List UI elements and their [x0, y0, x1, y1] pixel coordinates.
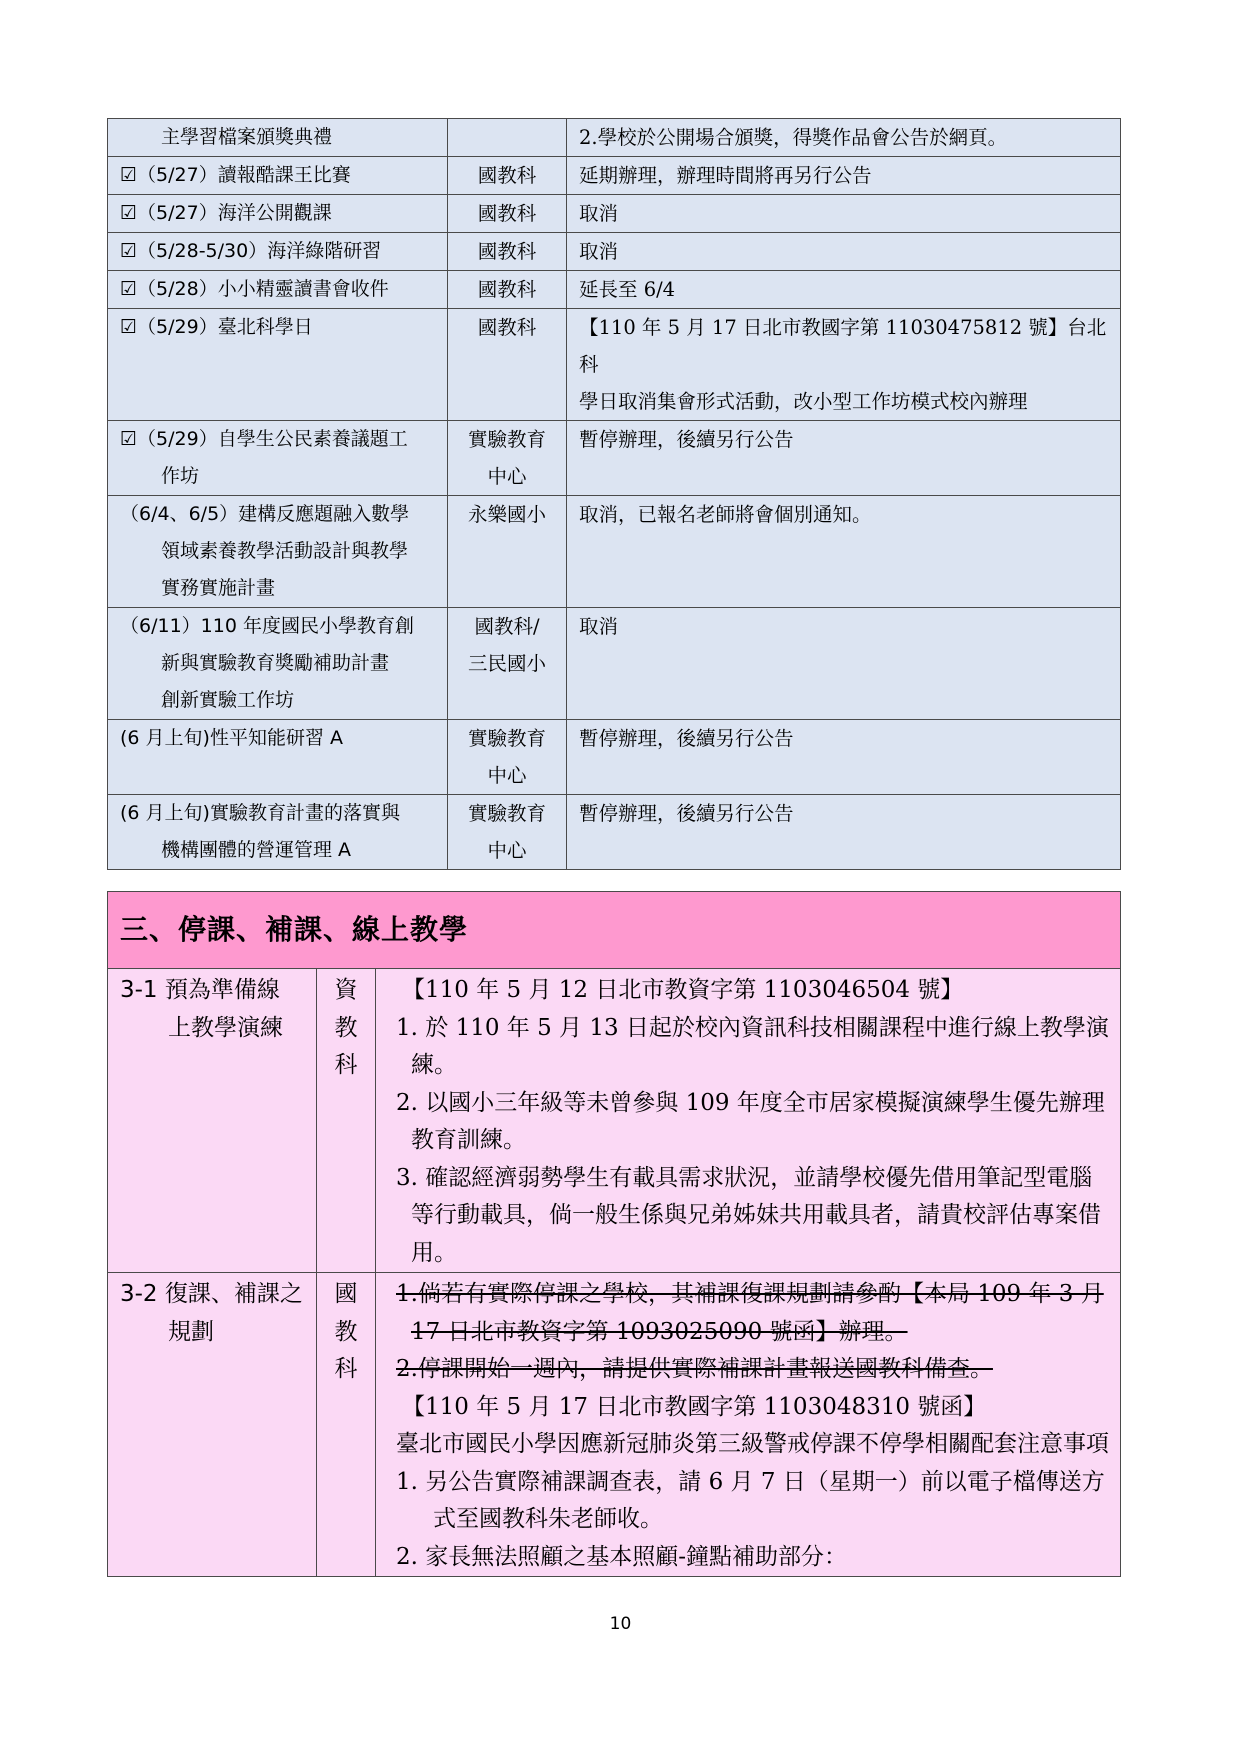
status-cell [567, 795, 1121, 870]
event-cell-line: ☑（5/29）臺北科學日 [120, 316, 313, 338]
event-cell-line: ☑（5/28）小小精靈讀書會收件 [120, 278, 389, 300]
dept-char: 教 [334, 1014, 358, 1041]
table-row [108, 233, 1121, 271]
table-row [108, 496, 1121, 608]
status-cell [567, 608, 1121, 720]
status-cell [567, 421, 1121, 496]
status-cell-line: 延期辦理，辦理時間將再另行公告 [579, 164, 872, 187]
item-title-line1: 復課、補課之 [157, 1281, 303, 1307]
unit-cell-line: 國教科 [477, 316, 537, 339]
dept-char: 教 [334, 1318, 358, 1345]
status-cell [567, 195, 1121, 233]
item-title [120, 972, 308, 1010]
unit-cell-line: 國教科/ [474, 615, 540, 638]
table-row [108, 119, 1121, 157]
table-row [108, 608, 1121, 720]
item-title-line2: 規劃 [168, 1318, 214, 1345]
unit-cell-line: 國教科 [477, 202, 537, 225]
event-cell-line: (6 月上旬)性平知能研習 A [120, 727, 343, 749]
event-cell [108, 195, 448, 233]
status-cell [567, 157, 1121, 195]
document-reference: 【110 年 5 月 17 日北市教國字第 1103048310 號函】 [402, 1393, 987, 1420]
event-cell [108, 309, 448, 421]
section-title: 三、停課、補課、線上教學 [120, 913, 469, 947]
unit-cell-line [448, 119, 566, 156]
status-cell-line: 學日取消集會形式活動，改小型工作坊模式校內辦理 [579, 390, 1028, 413]
list-item: 3. 確認經濟弱勢學生有載具需求狀況，並請學校優先借用筆記型電腦等行動載具，倘一般生係與兄弟姊妹共用載具者，請貴校評估專案借用。 [396, 1164, 1101, 1266]
status-cell [567, 119, 1121, 157]
unit-cell [448, 119, 567, 157]
item-number: 3-2 [120, 1281, 158, 1307]
event-cell-line: （6/11）110 年度國民小學教育創 [120, 615, 414, 637]
struck-text: 1.倘若有實際停課之學校，其補課復課規劃請參酌【本局 109 年 3 月 17 日北市教資字第 1093025090 號函】辦理。 [396, 1281, 1104, 1345]
section-3-table [107, 891, 1121, 1577]
event-cell [108, 233, 448, 271]
event-cell-line: ☑（5/29）自學生公民素養議題工 [120, 428, 408, 450]
item-content [376, 969, 1121, 1273]
unit-cell [448, 720, 567, 795]
status-cell-line: 取消 [579, 615, 619, 638]
unit-cell-line: 中心 [487, 465, 527, 488]
status-cell-line: 2.學校於公開場合頒獎，得獎作品會公告於網頁。 [579, 126, 1008, 149]
status-cell-line: 取消 [579, 202, 619, 225]
event-cell-line: ☑（5/27）讀報酷課王比賽 [120, 164, 351, 186]
unit-cell-line: 實驗教育 [467, 727, 546, 750]
item-title [120, 1276, 308, 1314]
unit-cell-line: 實驗教育 [467, 802, 546, 825]
unit-cell [448, 496, 567, 608]
struck-text: 2.停課開始一週內，請提供實際補課計畫報送國教科備查。 [396, 1356, 993, 1382]
status-cell-line: 暫停辦理，後續另行公告 [579, 428, 794, 451]
event-cell [108, 720, 448, 795]
event-cell [108, 496, 448, 608]
status-cell [567, 720, 1121, 795]
event-cell-line: 主學習檔案頒獎典禮 [161, 126, 333, 148]
item-title-line1: 預為準備線 [157, 977, 280, 1003]
notice-intro: 臺北市國民小學因應新冠肺炎第三級警戒停課不停學相關配套注意事項 [396, 1431, 1109, 1457]
event-cell-line: 作坊 [161, 465, 200, 487]
table-row [108, 795, 1121, 870]
unit-cell-line: 國教科 [477, 240, 537, 263]
event-cell [108, 271, 448, 309]
list-item: 1. 於 110 年 5 月 13 日起於校內資訊科技相關課程中進行線上教學演練。 [396, 1014, 1109, 1078]
event-cell [108, 119, 448, 157]
page-number: 10 [609, 1614, 632, 1634]
event-cell-line: 領域素養教學活動設計與教學 [161, 540, 409, 562]
status-cell-line: 取消 [579, 240, 619, 263]
list-item: 2. 家長無法照顧之基本照顧-鐘點補助部分： [396, 1543, 848, 1570]
status-cell [567, 496, 1121, 608]
unit-cell [448, 233, 567, 271]
unit-cell [448, 157, 567, 195]
unit-cell-line: 永樂國小 [467, 503, 546, 526]
unit-cell-line: 實驗教育 [467, 428, 546, 451]
table-row [108, 271, 1121, 309]
dept-char: 科 [334, 1356, 358, 1382]
table-row [108, 157, 1121, 195]
event-cell [108, 608, 448, 720]
section-header-row [108, 892, 1121, 969]
event-cell-line: ☑（5/27）海洋公開觀課 [120, 202, 332, 224]
status-cell [567, 233, 1121, 271]
item-number: 3-1 [120, 977, 158, 1003]
event-cell-line: 新與實驗教育獎勵補助計畫 [161, 652, 390, 674]
item-content [376, 1273, 1121, 1577]
unit-cell-line: 三民國小 [467, 652, 546, 675]
unit-cell [448, 795, 567, 870]
document-reference: 【110 年 5 月 12 日北市教資字第 1103046504 號】 [402, 977, 964, 1003]
activity-status-table [107, 118, 1121, 870]
item-title-line2: 上教學演練 [168, 1014, 283, 1041]
table-row [108, 309, 1121, 421]
status-cell-line: 暫停辦理，後續另行公告 [579, 802, 794, 825]
unit-cell [448, 608, 567, 720]
dept-char: 國 [334, 1281, 358, 1307]
department-cell [317, 969, 376, 1273]
event-cell-line: （6/4、6/5）建構反應題融入數學 [120, 503, 410, 525]
unit-cell-line: 國教科 [477, 278, 537, 301]
event-cell-line: (6 月上旬)實驗教育計畫的落實與 [120, 802, 400, 824]
unit-cell [448, 421, 567, 496]
event-cell-line: 機構團體的營運管理 A [161, 839, 352, 861]
item-row-3-2 [108, 1273, 1121, 1577]
unit-cell-line: 中心 [487, 764, 527, 787]
item-row-3-1 [108, 969, 1121, 1273]
unit-cell-line: 國教科 [477, 164, 537, 187]
unit-cell [448, 309, 567, 421]
status-cell-line: 延長至 6/4 [579, 278, 676, 301]
unit-cell-line: 中心 [487, 839, 527, 862]
dept-char: 資 [334, 977, 358, 1003]
event-cell [108, 157, 448, 195]
table-row [108, 421, 1121, 496]
event-cell-line: 實務實施計畫 [161, 577, 276, 599]
status-cell-line: 【110 年 5 月 17 日北市教國字第 11030475812 號】台北科 [579, 316, 1107, 376]
department-cell [317, 1273, 376, 1577]
event-cell-line: 創新實驗工作坊 [161, 689, 295, 711]
status-cell [567, 309, 1121, 421]
table-row [108, 720, 1121, 795]
dept-char: 科 [334, 1052, 358, 1078]
unit-cell [448, 271, 567, 309]
list-item: 1. 另公告實際補課調查表，請 6 月 7 日（星期一）前以電子檔傳送方式至國教科朱老師收。 [396, 1468, 1105, 1532]
event-cell-line: ☑（5/28-5/30）海洋綠階研習 [120, 240, 382, 262]
event-cell [108, 421, 448, 496]
table-row [108, 195, 1121, 233]
status-cell-line: 取消，已報名老師將會個別通知。 [579, 503, 872, 526]
status-cell-line: 暫停辦理，後續另行公告 [579, 727, 794, 750]
unit-cell [448, 195, 567, 233]
event-cell [108, 795, 448, 870]
list-item: 2. 以國小三年級等未曾參與 109 年度全市居家模擬演練學生優先辦理教育訓練。 [396, 1089, 1105, 1153]
status-cell [567, 271, 1121, 309]
